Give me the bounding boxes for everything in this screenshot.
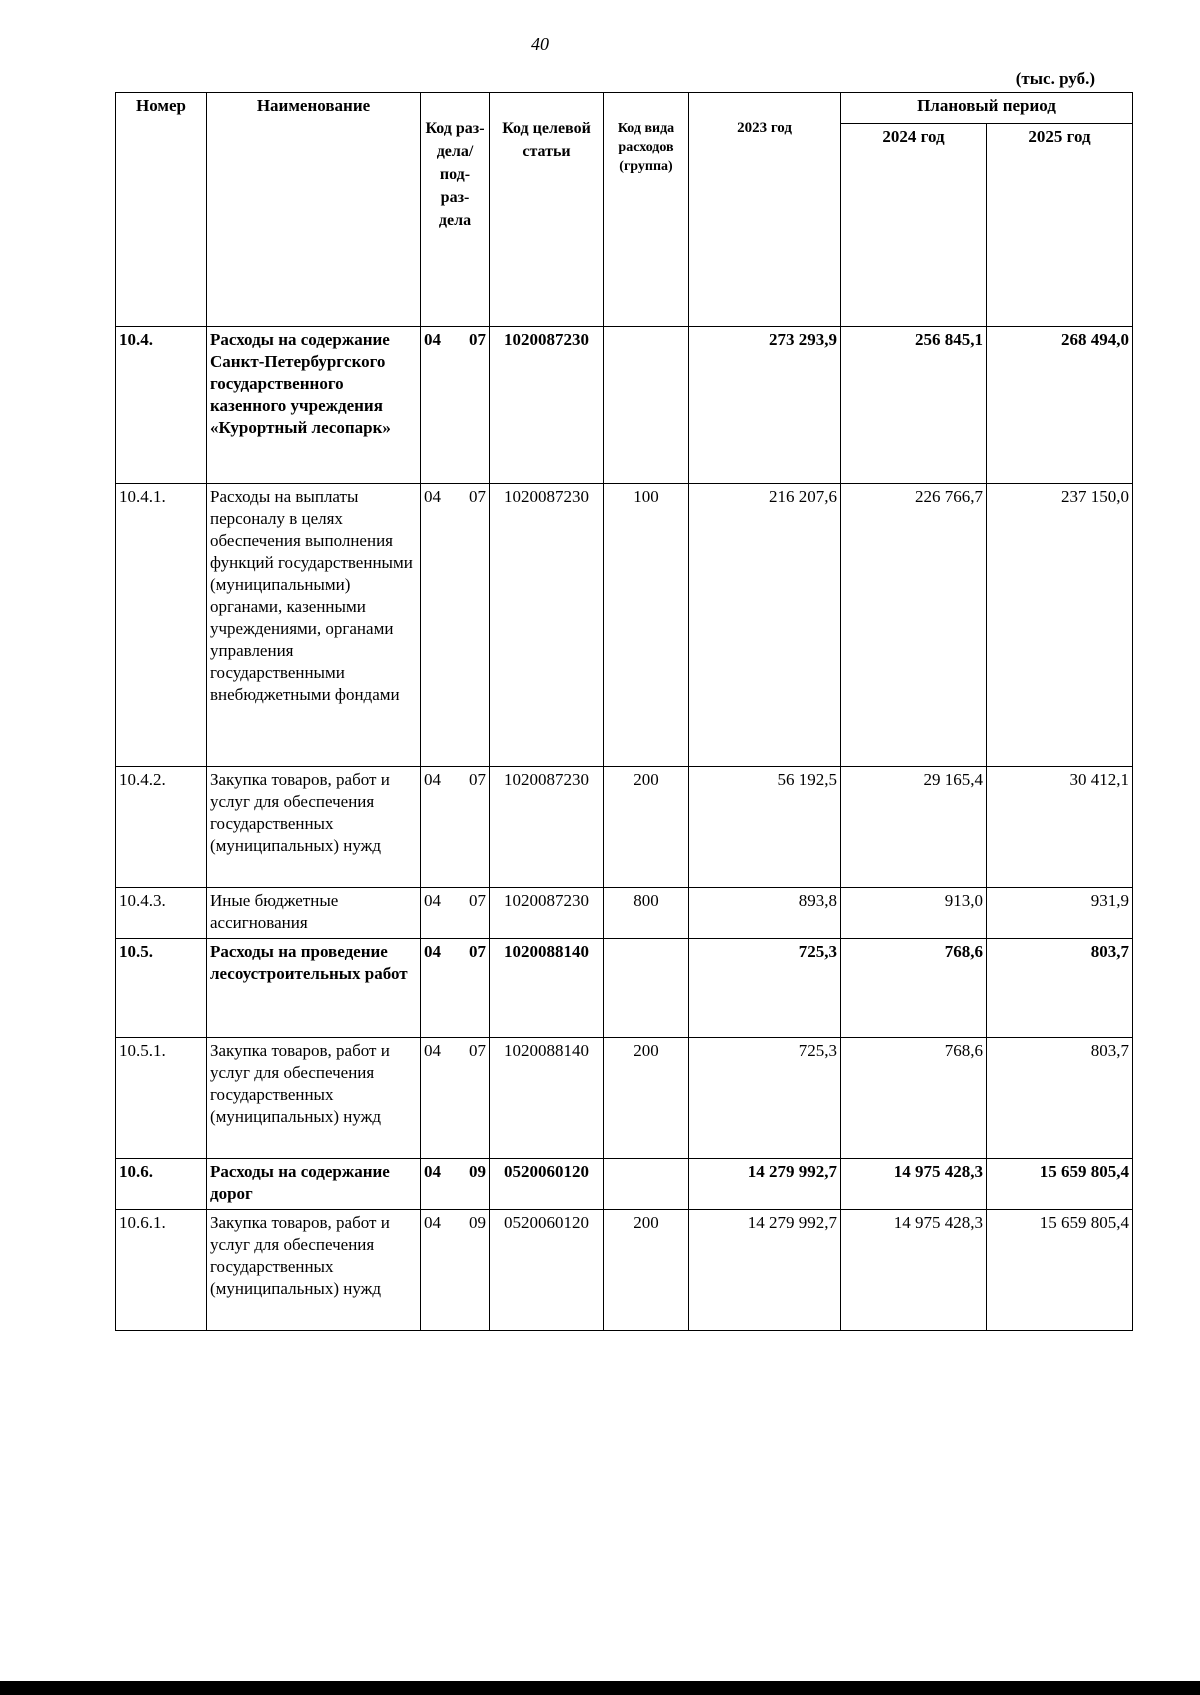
section: 04 [424, 1041, 441, 1060]
row-target-code: 1020088140 [490, 939, 604, 1038]
row-number: 10.4.1. [116, 484, 207, 767]
subsection: 09 [469, 1213, 486, 1232]
row-number: 10.6.1. [116, 1210, 207, 1331]
row-amount-2024: 768,6 [841, 939, 987, 1038]
row-target-code: 1020088140 [490, 1038, 604, 1159]
header-year-2025: 2025 год [987, 124, 1133, 327]
row-amount-2025: 268 494,0 [987, 327, 1133, 484]
table-row [116, 327, 1133, 484]
page-number: 40 [531, 34, 549, 54]
row-amount-2024: 768,6 [841, 1038, 987, 1159]
row-target-code: 1020087230 [490, 888, 604, 939]
row-name: Закупка товаров, работ и услуг для обеспечения государственных (муниципальных) нужд [207, 1038, 421, 1159]
subsection: 07 [469, 1041, 486, 1060]
row-amount-2023: 893,8 [689, 888, 841, 939]
section: 04 [424, 330, 441, 349]
row-name: Расходы на выплаты персоналу в целях обеспечения выполнения функций государственными (муниципальными) органами, казенными учреждениями, органами управления государственными внебюджетными фондами [207, 484, 421, 767]
row-number: 10.4. [116, 327, 207, 484]
row-target-code: 1020087230 [490, 484, 604, 767]
row-section-code [421, 327, 490, 484]
row-amount-2024: 226 766,7 [841, 484, 987, 767]
row-amount-2023: 56 192,5 [689, 767, 841, 888]
section: 04 [424, 891, 441, 910]
subsection: 07 [469, 942, 486, 961]
row-section-code [421, 1159, 490, 1210]
row-amount-2024: 29 165,4 [841, 767, 987, 888]
header-row [116, 93, 1133, 124]
row-amount-2024: 14 975 428,3 [841, 1210, 987, 1331]
row-section-code [421, 888, 490, 939]
row-section-code [421, 939, 490, 1038]
row-name: Расходы на содержание Санкт-Петербургского государственного казенного учреждения «Курортный лесопарк» [207, 327, 421, 484]
scan-edge-bar [0, 1681, 1200, 1695]
subsection: 07 [469, 487, 486, 506]
row-name: Закупка товаров, работ и услуг для обеспечения государственных (муниципальных) нужд [207, 1210, 421, 1331]
row-section-code [421, 484, 490, 767]
row-number: 10.4.3. [116, 888, 207, 939]
subsection: 09 [469, 1162, 486, 1181]
row-amount-2024: 913,0 [841, 888, 987, 939]
units-label: (тыс. руб.) [1015, 69, 1095, 88]
table-row [116, 1210, 1133, 1331]
row-expense-group: 200 [604, 1038, 689, 1159]
table-row [116, 767, 1133, 888]
header-target-code: Код целевой статьи [490, 93, 604, 327]
row-amount-2023: 725,3 [689, 939, 841, 1038]
section: 04 [424, 1213, 441, 1232]
budget-table [115, 92, 1133, 1331]
header-number: Номер [116, 93, 207, 327]
row-amount-2025: 30 412,1 [987, 767, 1133, 888]
header-plan-period: Плановый период [841, 93, 1133, 124]
row-number: 10.6. [116, 1159, 207, 1210]
row-amount-2023: 725,3 [689, 1038, 841, 1159]
section: 04 [424, 942, 441, 961]
header-name: Наименование [207, 93, 421, 327]
header-year-2023: 2023 год [689, 93, 841, 327]
header-expense-type-code: Код вида расходов (группа) [604, 93, 689, 327]
row-target-code: 0520060120 [490, 1210, 604, 1331]
row-number: 10.4.2. [116, 767, 207, 888]
row-amount-2023: 14 279 992,7 [689, 1210, 841, 1331]
row-expense-group [604, 327, 689, 484]
row-target-code: 1020087230 [490, 327, 604, 484]
row-expense-group: 200 [604, 767, 689, 888]
header-section-code: Код раз- дела/ под- раз- дела [421, 93, 490, 327]
row-target-code: 1020087230 [490, 767, 604, 888]
row-amount-2024: 256 845,1 [841, 327, 987, 484]
row-amount-2025: 931,9 [987, 888, 1133, 939]
section: 04 [424, 1162, 441, 1181]
row-amount-2025: 15 659 805,4 [987, 1210, 1133, 1331]
row-expense-group: 800 [604, 888, 689, 939]
row-expense-group: 100 [604, 484, 689, 767]
row-section-code [421, 1038, 490, 1159]
row-expense-group [604, 939, 689, 1038]
header-year-2024: 2024 год [841, 124, 987, 327]
row-amount-2023: 216 207,6 [689, 484, 841, 767]
subsection: 07 [469, 891, 486, 910]
row-name: Иные бюджетные ассигнования [207, 888, 421, 939]
subsection: 07 [469, 330, 486, 349]
row-target-code: 0520060120 [490, 1159, 604, 1210]
row-name: Закупка товаров, работ и услуг для обеспечения государственных (муниципальных) нужд [207, 767, 421, 888]
section: 04 [424, 487, 441, 506]
table-row [116, 888, 1133, 939]
row-name: Расходы на проведение лесоустроительных работ [207, 939, 421, 1038]
table-row [116, 1038, 1133, 1159]
row-amount-2023: 273 293,9 [689, 327, 841, 484]
row-expense-group [604, 1159, 689, 1210]
table-row [116, 484, 1133, 767]
row-amount-2024: 14 975 428,3 [841, 1159, 987, 1210]
subsection: 07 [469, 770, 486, 789]
row-amount-2025: 237 150,0 [987, 484, 1133, 767]
row-amount-2025: 803,7 [987, 939, 1133, 1038]
row-amount-2025: 15 659 805,4 [987, 1159, 1133, 1210]
row-name: Расходы на содержание дорог [207, 1159, 421, 1210]
table-row [116, 939, 1133, 1038]
row-amount-2025: 803,7 [987, 1038, 1133, 1159]
table-row [116, 1159, 1133, 1210]
row-expense-group: 200 [604, 1210, 689, 1331]
row-amount-2023: 14 279 992,7 [689, 1159, 841, 1210]
section: 04 [424, 770, 441, 789]
row-section-code [421, 767, 490, 888]
row-number: 10.5.1. [116, 1038, 207, 1159]
row-section-code [421, 1210, 490, 1331]
row-number: 10.5. [116, 939, 207, 1038]
